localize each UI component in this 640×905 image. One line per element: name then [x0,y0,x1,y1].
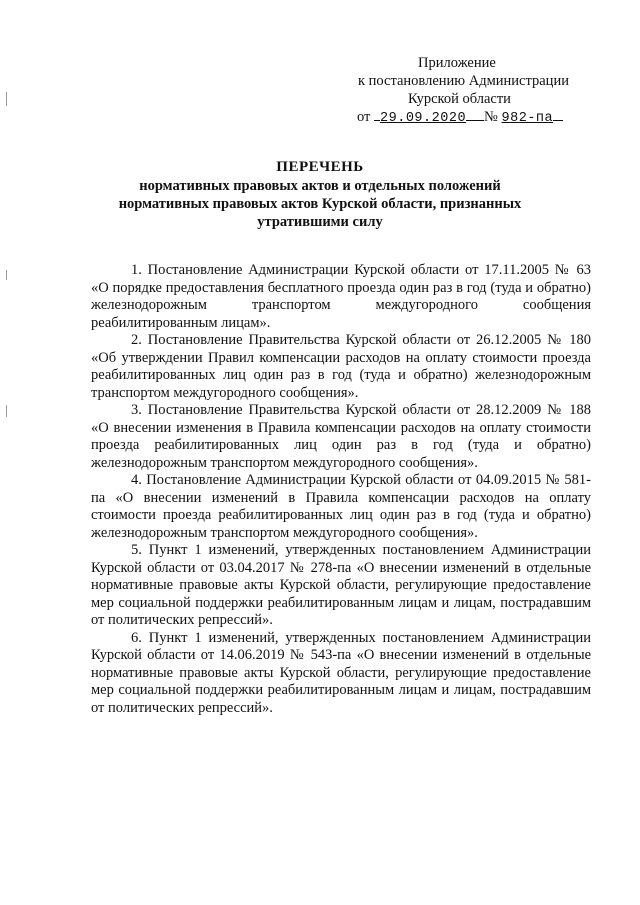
appendix-date-number-line [352,108,592,128]
appendix-block [352,54,592,128]
appendix-resolution-line: к постановлению Администрации [358,73,569,89]
appendix-region-line: Курской области [408,91,511,107]
document-body [91,262,591,717]
list-item: 3. Постановление Правительства Курской области от 28.12.2009 № 188 «О внесении изменения в Правила компенсации расходов на оплату стоимости проезда реабилитированных лиц один раз в год (туда и обратно) железнодорожным транспортом междугородного сообщения». [91,402,591,471]
resolution-number: 982-па [501,111,554,126]
number-prefix: № [484,109,498,125]
heading-subtitle-line: нормативных правовых актов Курской области, признанных [118,196,522,212]
heading-title: ПЕРЕЧЕНЬ [276,159,364,175]
heading-subtitle-line: утратившими силу [257,214,383,230]
scan-artifact-mark [6,92,7,106]
list-item: 5. Пункт 1 изменений, утвержденных постановлением Администрации Курской области от 03.04.2017 № 278-па «О внесении изменений в отдельные нормативные правовые акты Курской области, регулирующие предоставление мер социальной поддержки реабилитированным лицам и лицам, пострадавшим от политических репрессий». [91,542,591,628]
heading-subtitle-line: нормативных правовых актов и отдельных положений [139,178,501,194]
document-heading [100,158,540,231]
appendix-title: Приложение [418,55,496,71]
scan-artifact-mark [6,270,7,280]
list-item: 1. Постановление Администрации Курской области от 17.11.2005 № 63 «О порядке предоставления бесплатного проезда один раз в год (туда и обратно) железнодорожным транспортом междугородного сообщения реабилитированным лицам». [91,262,591,331]
list-item: 2. Постановление Правительства Курской области от 26.12.2005 № 180 «Об утверждении Правил компенсации расходов на оплату стоимости проезда реабилитированных лиц один раз в год (туда и обратно) железнодорожным транспортом междугородного сообщения». [91,332,591,401]
list-item: 6. Пункт 1 изменений, утвержденных постановлением Администрации Курской области от 14.06.2019 № 543-па «О внесении изменений в отдельные нормативные правовые акты Курской области, регулирующие предоставление мер социальной поддержки реабилитированным лицам и лицам, пострадавшим от политических репрессий». [91,629,591,716]
scan-artifact-mark [6,405,7,417]
date-prefix: от [357,109,371,125]
list-item: 4. Постановление Администрации Курской области от 04.09.2015 № 581-па «О внесении изменений в Правила компенсации расходов на оплату стоимости проезда реабилитированных лиц один раз в год (туда и обратно) железнодорожным транспортом междугородного сообщения». [91,472,591,541]
resolution-date: 29.09.2020 [380,111,467,126]
